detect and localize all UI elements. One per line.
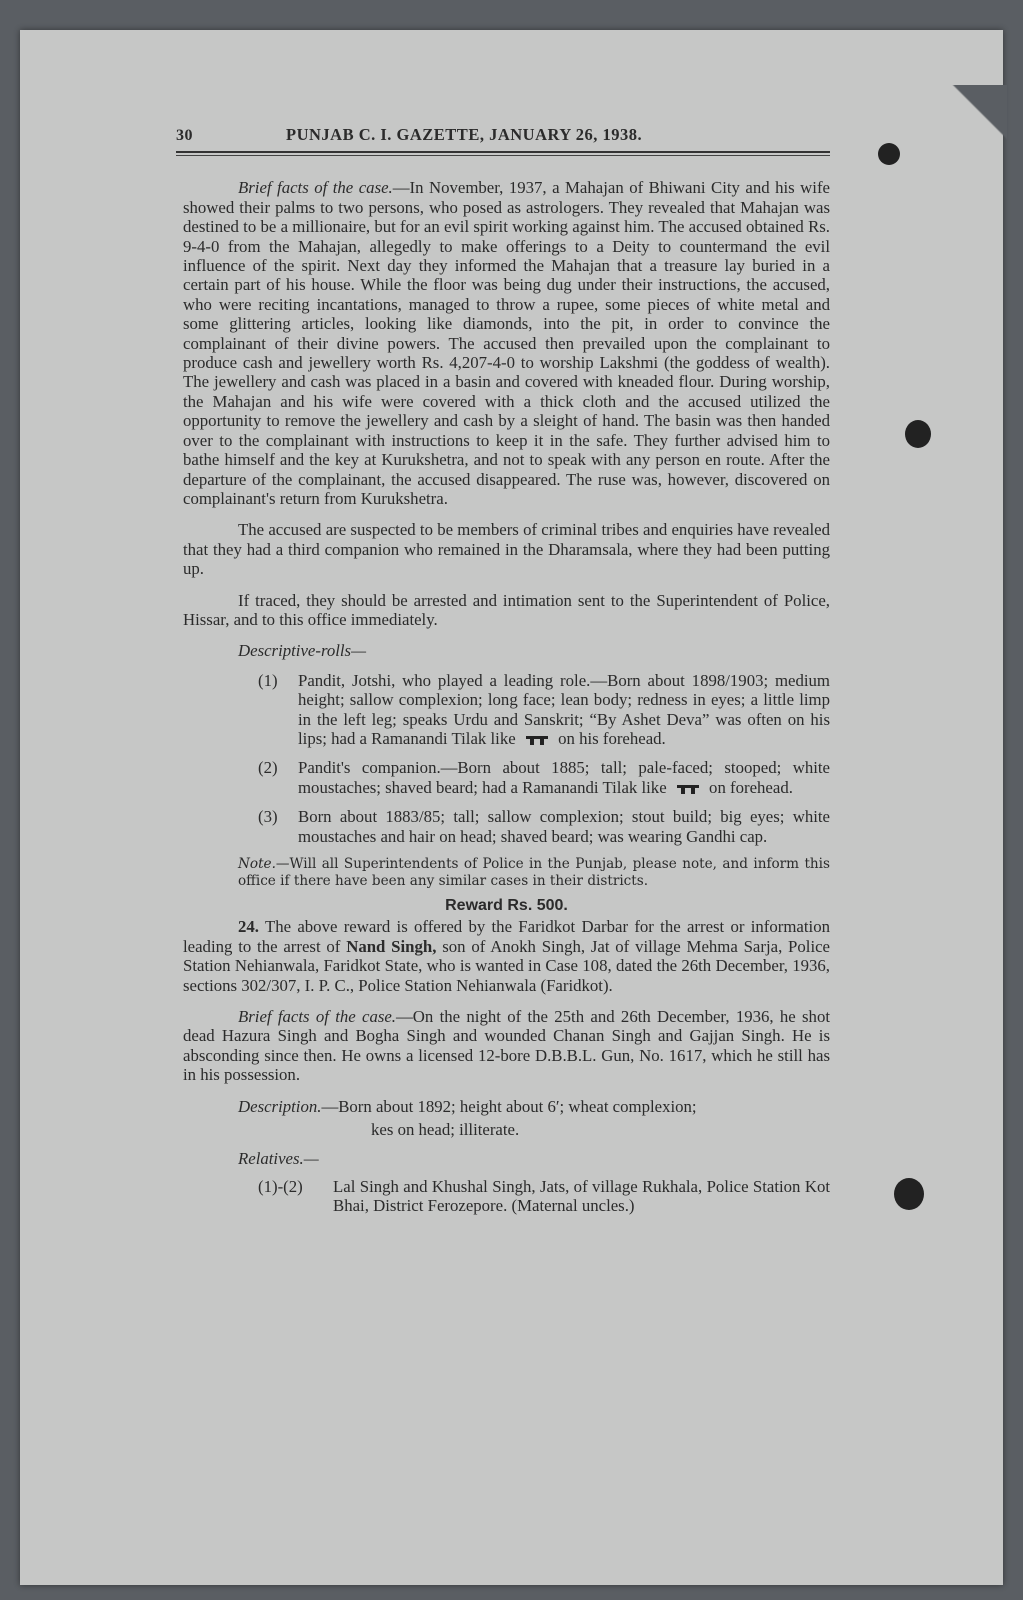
- page-number: 30: [176, 127, 193, 144]
- description-text: —Born about 1892; height about 6′; wheat complexion;: [321, 1096, 697, 1116]
- case2-intro-b: son of Anokh Singh, Jat of village Mehma Sarja, Police Station Nehianwala, Faridkot State, who is wanted in Case 108, dated the 26th December, 1936, sections 302/307, I. P. C., Police Station Nehianwala (Faridkot).: [183, 936, 831, 995]
- case1-facts-lead: Brief facts of the case.: [238, 178, 393, 198]
- roll-text-body: Pandit's companion.—Born about 1885; tall; pale-faced; stooped; white moustaches; shaved beard; had a Ramanandi Tilak like: [298, 758, 830, 797]
- description-lead: Description.: [238, 1096, 322, 1116]
- reward-title: Reward Rs. 500.: [445, 897, 568, 914]
- roll-text-tail: on his forehead.: [558, 728, 666, 748]
- note-text: —Will all Superintendents of Police in the Punjab, please note, and inform this office if there have been any similar cases in their districts.: [238, 856, 830, 889]
- description: [238, 1097, 830, 1116]
- binding-hole-bottom: [894, 1178, 924, 1210]
- page-text: [176, 125, 831, 1216]
- roll-item: [258, 671, 830, 749]
- tilak-icon: [675, 783, 701, 795]
- note-lead: Note.: [238, 856, 276, 872]
- roll-text: Born about 1883/85; tall; sallow complexion; stout build; big eyes; white moustaches and hair on head; shaved beard; was wearing Gandhi cap.: [298, 807, 830, 846]
- relative-text: Lal Singh and Khushal Singh, Jats, of village Rukhala, Police Station Kot Bhai, District Ferozepore. (Maternal uncles.): [333, 1176, 830, 1216]
- binding-hole-middle: [905, 420, 931, 448]
- header-rule: [176, 155, 830, 156]
- roll-number: (3): [258, 807, 278, 827]
- case2-facts-text: —On the night of the 25th and 26th December, 1936, he shot dead Hazura Singh and Bogha Singh and wounded Chanan Singh and Gajjan Singh. He is absconding since then. He owns a licensed 12-bore D.B.B.L. Gun, No. 1617, which he still has in his possession.: [183, 1007, 830, 1085]
- roll-number: (2): [258, 758, 278, 778]
- roll-text-tail: on forehead.: [709, 777, 793, 797]
- page-header: [176, 125, 830, 153]
- case1-para3: If traced, they should be arrested and intimation sent to the Superintendent of Police, Hissar, and to this office immediately.: [183, 590, 830, 629]
- case2-facts-lead: Brief facts of the case.: [238, 1007, 397, 1027]
- roll-item: [258, 807, 830, 846]
- roll-number: (1): [258, 670, 278, 690]
- case2-intro-a: The above reward is offered by the Faridkot Darbar for the arrest or information leading to the arrest of: [183, 917, 830, 956]
- case1-para2: The accused are suspected to be members of criminal tribes and enquiries have revealed that they had a third companion who remained in the Dharamsala, where they had been putting up.: [183, 520, 830, 579]
- roll-text-body: Pandit, Jotshi, who played a leading role.—Born about 1898/1903; medium height; sallow complexion; long face; lean body; redness in eyes; a little limp in the left leg; speaks Urdu and Sanskrit; “By Ashet Deva” was often on his lips; had a Ramanandi Tilak like: [298, 670, 830, 748]
- roll-text: [298, 758, 830, 797]
- roll-text: [298, 671, 830, 749]
- tilak-icon: [524, 734, 550, 746]
- descriptive-rolls-heading: Descriptive-rolls—: [238, 641, 367, 661]
- case1-facts-text: —In November, 1937, a Mahajan of Bhiwani City and his wife showed their palms to two persons, who posed as astrologers. They revealed that Mahajan was destined to be a millionaire, but for an evil spirit working against him. The accused obtained Rs. 9-4-0 from the Mahajan, allegedly to make offerings to a Deity to countermand the evil influence of the spirit. Next day they informed the Mahajan that a treasure lay buried in a certain part of his house. While the floor was being dug under their instructions, the accused, who were reciting incantations, managed to throw a rupee, some pieces of white metal and some glittering articles, looking like diamonds, into the pit, in order to convince the complainant of their divine powers. The accused then prevailed upon the complainant to produce cash and jewellery worth Rs. 4,207-4-0 to worship Lakshmi (the goddess of wealth). The jewellery and cash was placed in a basin and covered with kneaded flour. During worship, the Mahajan and his wife were covered with a thick cloth and the accused utilized the opportunity to remove the jewellery and cash by a sleight of hand. The basin was then handed over to the complainant with instructions to keep it in the safe. They further advised him to bathe himself and the key at Kurukshetra, and not to speak with any person en route. After the departure of the complainant, the accused disappeared. The ruse was, however, discovered on complainant's return from Kurukshetra.: [183, 178, 830, 508]
- relatives-heading: Relatives.—: [238, 1149, 319, 1169]
- case1-facts: [183, 178, 830, 508]
- wanted-name: Nand Singh,: [346, 936, 437, 956]
- torn-corner: [887, 85, 1007, 205]
- relative-item: [258, 1177, 830, 1216]
- item-number: 24.: [238, 917, 259, 937]
- binding-hole-top: [878, 143, 900, 165]
- case2-intro: [183, 917, 830, 995]
- relative-number: (1)-(2): [258, 1176, 303, 1196]
- description-continued: kes on head; illiterate.: [371, 1120, 520, 1140]
- note: [238, 856, 830, 890]
- case2-facts: [183, 1007, 830, 1085]
- gazette-title: PUNJAB C. I. GAZETTE, JANUARY 26, 1938.: [286, 125, 643, 144]
- roll-item: [258, 758, 830, 797]
